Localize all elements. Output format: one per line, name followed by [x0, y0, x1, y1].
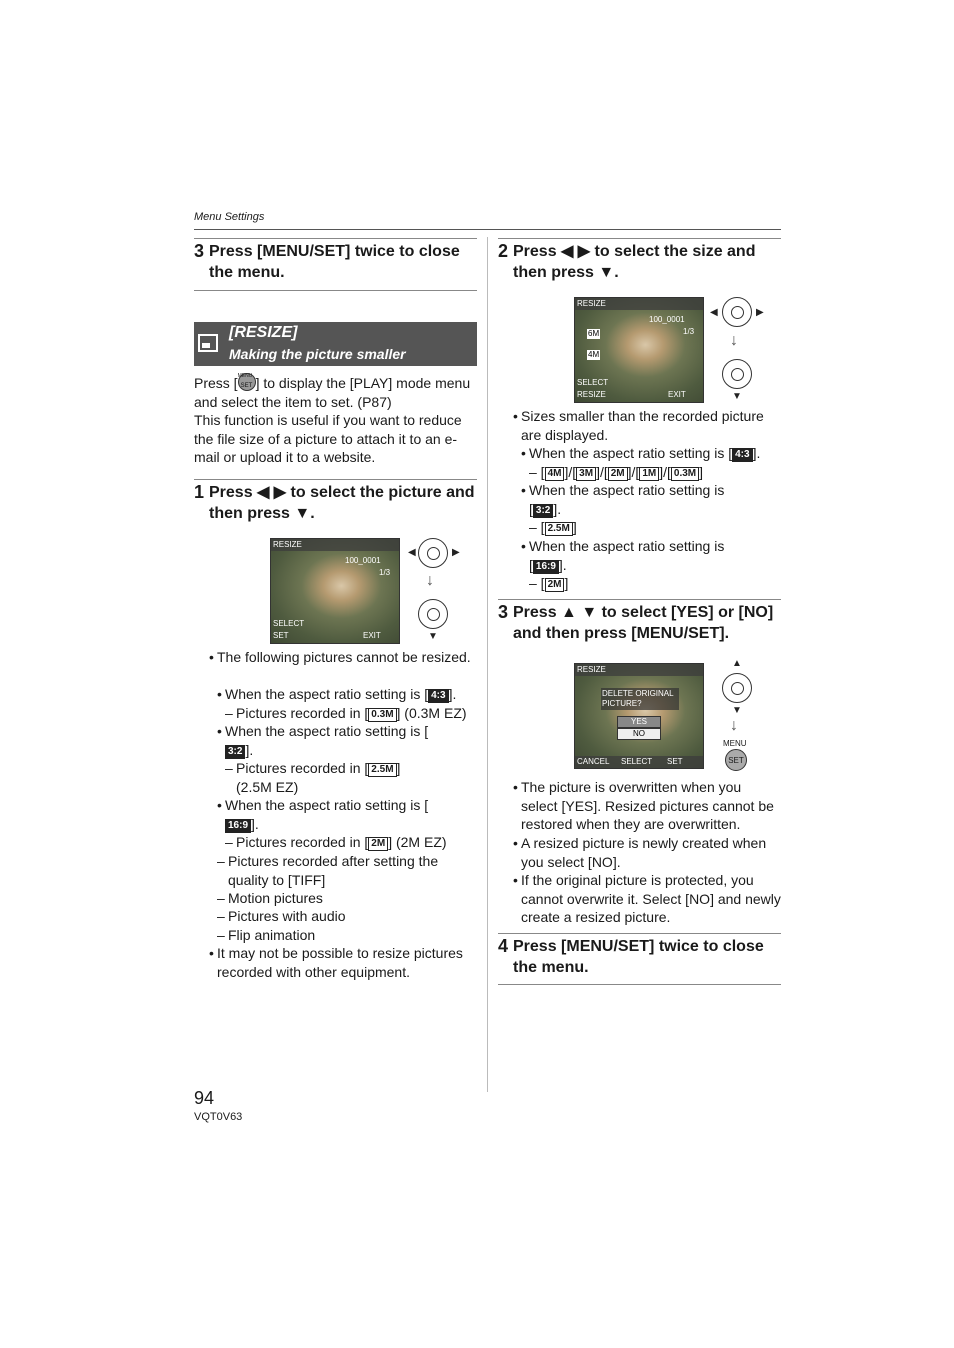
down-arrow-icon: ↓ — [730, 717, 738, 734]
step-number: 1 — [194, 482, 205, 502]
size-2m-icon: 2M — [545, 578, 565, 592]
banner-title: [RESIZE] — [229, 324, 298, 341]
left-triangle-icon: ◀ — [408, 547, 416, 558]
note-dash: – Pictures with audio — [217, 908, 346, 924]
lcd-select-label: SELECT — [273, 619, 305, 628]
page-number: 94 — [194, 1088, 215, 1108]
note-bullet: • When the aspect ratio setting is [ 4:3 ]. — [521, 445, 761, 461]
right-step-4 — [498, 936, 781, 978]
left-step-1 — [194, 482, 477, 524]
right-step-2 — [498, 241, 781, 283]
down-triangle-icon: ▼ — [732, 391, 742, 402]
note-bullet: • Sizes smaller than the recorded picture are displayed. — [513, 408, 764, 443]
size-1m-icon: 1M — [639, 467, 659, 481]
lcd-size-option: 4M — [588, 350, 600, 359]
size-4m-icon: 4M — [545, 467, 565, 481]
size-2-5m-icon: 2.5M — [368, 763, 396, 777]
size-list: – [ 2M ] — [529, 575, 569, 591]
lcd-size-option: 6M — [588, 329, 600, 338]
step-rule — [194, 238, 477, 239]
size-list: – [ 4M ]/[ 3M ]/[ 2M ]/[ 1M ]/[ 0.3M ] — [529, 464, 704, 480]
menu-set-button-icon: SET — [725, 749, 747, 771]
lcd-mode-label: RESIZE — [577, 665, 606, 674]
lcd-set-label: SET — [667, 757, 683, 766]
resize-icon — [198, 334, 218, 352]
right-triangle-icon: ▶ — [452, 547, 460, 558]
menu-label: MENU — [723, 739, 747, 748]
camera-lcd-screen — [574, 663, 704, 769]
cursor-pad-icon — [722, 673, 752, 703]
lcd-select-label: SELECT — [577, 378, 609, 387]
step-text: Press [MENU/SET] twice to close the menu. — [209, 243, 460, 281]
model-code: VQT0V63 — [194, 1111, 243, 1123]
cursor-pad-icon — [722, 297, 752, 327]
note-dash: – Pictures recorded in [ 0.3M ] (0.3M EZ) — [225, 705, 467, 721]
note-dash: – Pictures recorded in [ 2M ] (2M EZ) — [225, 834, 447, 850]
size-0-3m-icon: 0.3M — [671, 467, 699, 481]
note-bullet: • When the aspect ratio setting is — [521, 482, 725, 498]
camera-lcd-screen — [270, 538, 400, 644]
right-triangle-icon: ▶ — [756, 307, 764, 318]
note-dash: – Flip animation — [217, 927, 316, 943]
lcd-set-label: SET — [273, 631, 289, 640]
section-header: Menu Settings — [194, 211, 265, 223]
resize-banner — [194, 322, 477, 366]
size-0-3m-icon: 0.3M — [368, 708, 396, 722]
down-arrow-icon: ↓ — [730, 332, 738, 349]
step-number: 4 — [498, 936, 509, 956]
step-rule — [498, 984, 781, 985]
lcd-resize-label: RESIZE — [577, 390, 606, 399]
lcd-mode-label: RESIZE — [577, 299, 606, 308]
step-number: 2 — [498, 241, 509, 261]
camera-lcd-screen — [574, 297, 704, 403]
step-text: Press ◀ ▶ to select the picture and then press ▼. — [209, 484, 475, 522]
step-text: Press ◀ ▶ to select the size and then press ▼. — [513, 243, 756, 281]
note-dash: – Motion pictures — [217, 890, 323, 906]
aspect-16-9-icon: 16:9 — [225, 819, 251, 833]
note-dash: – Pictures recorded in [ 2.5M ] — [225, 760, 401, 776]
note-bullet: • When the aspect ratio setting is [ — [217, 797, 429, 813]
note-bullet: • It may not be possible to resize pictures recorded with other equipment. — [209, 945, 463, 980]
note-text: (2.5M EZ) — [236, 779, 299, 795]
step-rule — [498, 238, 781, 239]
lcd-count: 1/3 — [683, 327, 695, 336]
size-2-5m-icon: 2.5M — [545, 522, 573, 536]
lcd-mode-label: RESIZE — [273, 540, 302, 549]
lcd-exit-label: EXIT — [363, 631, 381, 640]
aspect-16-9-icon: 16:9 — [533, 560, 559, 574]
size-list: – [ 2.5M ] — [529, 519, 577, 535]
aspect-3-2-icon: 3:2 — [533, 504, 553, 518]
size-3m-icon: 3M — [576, 467, 596, 481]
cursor-pad-icon — [418, 538, 448, 568]
step-number: 3 — [498, 602, 509, 622]
note-bullet: • When the aspect ratio setting is [ 4:3 ]. — [217, 686, 457, 702]
up-triangle-icon: ▲ — [732, 658, 742, 669]
note-bullet: • The following pictures cannot be resized. — [209, 649, 471, 665]
lcd-exit-label: EXIT — [668, 390, 686, 399]
step-rule — [498, 933, 781, 934]
aspect-4-3-icon: 4:3 — [732, 448, 752, 462]
size-2m-icon: 2M — [608, 467, 628, 481]
note-bullet: • If the original picture is protected, you cannot overwrite it. Select [NO] and newly create a resized picture. — [513, 872, 781, 925]
lcd-delete-question: DELETE ORIGINAL PICTURE? — [601, 688, 679, 710]
lcd-count: 1/3 — [379, 568, 391, 577]
left-triangle-icon: ◀ — [710, 307, 718, 318]
note-dash: – Pictures recorded after setting the quality to [TIFF] — [217, 853, 439, 888]
header-rule — [194, 229, 781, 230]
lcd-cancel-label: CANCEL — [577, 757, 610, 766]
note-bullet: • When the aspect ratio setting is — [521, 538, 725, 554]
step-rule — [194, 479, 477, 480]
size-2m-icon: 2M — [368, 837, 388, 851]
step-number: 3 — [194, 241, 205, 261]
banner-subtitle: Making the picture smaller — [229, 346, 406, 362]
down-triangle-icon: ▼ — [732, 705, 742, 716]
lcd-select-label: SELECT — [621, 757, 653, 766]
step-rule — [498, 599, 781, 600]
step-text: Press [MENU/SET] twice to close the menu. — [513, 938, 764, 976]
aspect-3-2-icon: 3:2 — [225, 745, 245, 759]
step-text: Press ▲ ▼ to select [YES] or [NO] and then press [MENU/SET]. — [513, 604, 774, 642]
menu-set-icon: MENU SET — [238, 373, 256, 391]
cursor-pad-icon — [418, 599, 448, 629]
note-bullet: • The picture is overwritten when you select [YES]. Resized pictures cannot be restored when they are overwritten. — [513, 779, 774, 832]
note-bullet: • When the aspect ratio setting is [ — [217, 723, 429, 739]
step-rule — [194, 290, 477, 291]
intro-paragraph: Press [ MENU SET ] to display the [PLAY] mode menu and select the item to set. (P87) This function is useful if you want to reduce the file size of a picture to attach it to an e-mail or upload it to a website. — [194, 373, 471, 465]
down-triangle-icon: ▼ — [428, 631, 438, 642]
lcd-file-number: 100_0001 — [345, 556, 381, 565]
lcd-no-option: NO — [617, 728, 661, 740]
cursor-pad-icon — [722, 359, 752, 389]
aspect-4-3-icon: 4:3 — [428, 689, 448, 703]
lcd-file-number: 100_0001 — [649, 315, 685, 324]
note-bullet: • A resized picture is newly created when you select [NO]. — [513, 835, 767, 870]
down-arrow-icon: ↓ — [426, 572, 434, 589]
right-step-3 — [498, 602, 781, 644]
lcd-yes-option: YES — [617, 716, 661, 728]
left-step-3 — [194, 241, 477, 283]
column-divider — [487, 237, 488, 1092]
